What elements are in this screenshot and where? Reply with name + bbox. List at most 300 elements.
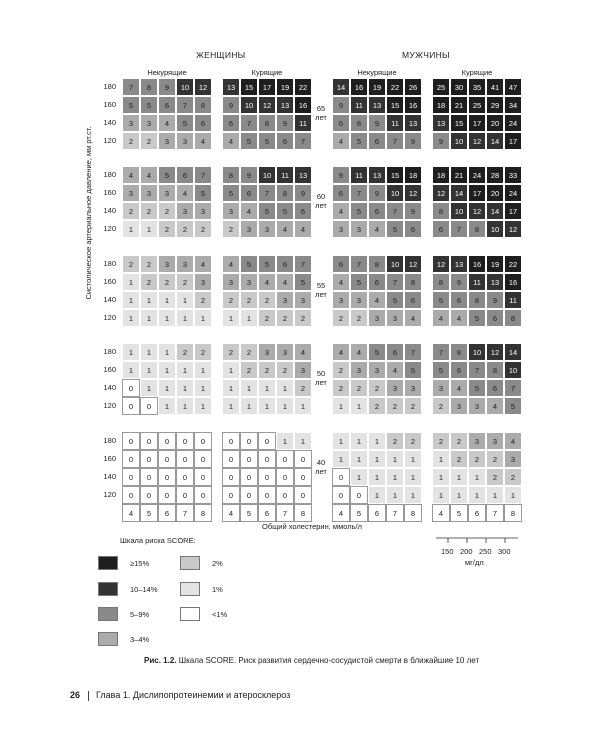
risk-cell: 0 [240,450,258,468]
mgdl-unit: мг/дл [465,558,484,567]
risk-cell: 2 [258,291,276,309]
risk-cell: 4 [368,291,386,309]
risk-cell: 0 [122,432,140,450]
risk-cell: 13 [368,166,386,184]
risk-cell: 4 [368,220,386,238]
risk-cell: 7 [504,379,522,397]
cholesterol-value: 8 [194,504,212,522]
footer-divider [88,691,89,701]
risk-cell: 14 [486,202,504,220]
risk-cell: 10 [486,220,504,238]
risk-cell: 12 [404,255,422,273]
bp-label: 160 [103,454,116,463]
cholesterol-value: 7 [176,504,194,522]
risk-cell: 15 [386,96,404,114]
risk-cell: 2 [368,379,386,397]
risk-cell: 11 [386,114,404,132]
risk-cell: 2 [140,255,158,273]
risk-cell: 2 [140,273,158,291]
risk-cell: 3 [350,291,368,309]
risk-cell: 1 [176,361,194,379]
legend-swatch [180,607,200,621]
risk-cell: 4 [222,255,240,273]
men-nonsmoker-grid [332,255,422,327]
age-unit: лет [315,113,327,122]
bp-label: 120 [103,490,116,499]
risk-cell: 7 [176,96,194,114]
risk-cell: 4 [450,379,468,397]
risk-cell: 0 [222,432,240,450]
risk-cell: 8 [404,273,422,291]
risk-cell: 0 [194,486,212,504]
cholesterol-value: 5 [450,504,468,522]
risk-cell: 3 [276,343,294,361]
men-nonsmoker-grid [332,432,422,504]
risk-cell: 1 [350,468,368,486]
risk-cell: 2 [350,309,368,327]
risk-cell: 11 [276,166,294,184]
risk-cell: 6 [404,220,422,238]
risk-cell: 7 [240,114,258,132]
risk-cell: 6 [294,202,312,220]
risk-cell: 1 [140,361,158,379]
risk-cell: 2 [158,273,176,291]
risk-cell: 6 [158,96,176,114]
risk-cell: 22 [386,78,404,96]
risk-cell: 6 [194,114,212,132]
risk-cell: 3 [240,273,258,291]
risk-cell: 2 [194,343,212,361]
bp-label: 180 [103,436,116,445]
age-label [311,104,331,122]
legend-swatch [180,556,200,570]
risk-cell: 34 [504,96,522,114]
risk-cell: 6 [432,220,450,238]
risk-cell: 5 [258,202,276,220]
bp-label: 140 [103,383,116,392]
vertical-axis-label: Систолическое артериальное давление, мм рт.ст. [84,126,93,300]
risk-cell: 8 [194,96,212,114]
risk-cell: 5 [432,291,450,309]
bp-label: 160 [103,188,116,197]
risk-cell: 7 [386,273,404,291]
risk-cell: 1 [176,397,194,415]
risk-cell: 1 [504,486,522,504]
risk-cell: 22 [504,255,522,273]
women-header: ЖЕНЩИНЫ [196,50,246,60]
risk-cell: 0 [122,397,140,415]
risk-cell: 0 [332,468,350,486]
risk-cell: 1 [122,361,140,379]
women-smoker-grid [222,255,312,327]
risk-cell: 9 [294,184,312,202]
risk-cell: 19 [276,78,294,96]
risk-cell: 5 [468,309,486,327]
risk-cell: 3 [158,132,176,150]
age-value: 50 [316,369,326,378]
risk-cell: 0 [140,397,158,415]
risk-cell: 0 [240,486,258,504]
risk-cell: 0 [222,468,240,486]
risk-cell: 1 [140,343,158,361]
risk-cell: 21 [450,166,468,184]
risk-cell: 3 [258,343,276,361]
risk-cell: 13 [432,114,450,132]
risk-cell: 0 [140,450,158,468]
risk-cell: 1 [468,468,486,486]
risk-cell: 13 [294,166,312,184]
risk-cell: 7 [294,255,312,273]
risk-cell: 16 [468,255,486,273]
risk-cell: 2 [258,361,276,379]
risk-cell: 12 [432,255,450,273]
risk-cell: 6 [276,255,294,273]
risk-cell: 0 [294,468,312,486]
risk-cell: 0 [122,486,140,504]
risk-cell: 11 [468,273,486,291]
risk-cell: 0 [194,450,212,468]
risk-cell: 1 [194,379,212,397]
risk-cell: 1 [350,432,368,450]
risk-cell: 4 [450,309,468,327]
risk-cell: 5 [504,397,522,415]
risk-cell: 4 [176,184,194,202]
age-label [311,281,331,299]
age-unit: лет [315,201,327,210]
risk-cell: 2 [294,309,312,327]
bp-label: 140 [103,295,116,304]
risk-cell: 17 [468,114,486,132]
risk-cell: 1 [122,220,140,238]
risk-cell: 24 [504,184,522,202]
risk-cell: 6 [240,184,258,202]
risk-cell: 10 [450,202,468,220]
risk-cell: 1 [350,397,368,415]
age-label [311,192,331,210]
risk-cell: 2 [332,361,350,379]
risk-cell: 5 [240,255,258,273]
risk-cell: 2 [122,255,140,273]
risk-cell: 7 [122,78,140,96]
risk-cell: 14 [450,184,468,202]
risk-cell: 4 [294,343,312,361]
women-smoker-grid [222,78,312,150]
men-smoker-cholesterol-row [432,504,522,522]
risk-cell: 20 [486,184,504,202]
cholesterol-value: 8 [404,504,422,522]
risk-cell: 8 [468,291,486,309]
risk-cell: 1 [122,291,140,309]
risk-cell: 18 [432,166,450,184]
risk-cell: 11 [350,96,368,114]
risk-cell: 5 [258,255,276,273]
risk-cell: 8 [140,78,158,96]
risk-cell: 17 [504,132,522,150]
age-label [311,369,331,387]
cholesterol-value: 7 [386,504,404,522]
risk-cell: 1 [158,397,176,415]
risk-cell: 2 [176,220,194,238]
mgdl-tick-label-250: 250 [479,547,492,556]
cholesterol-value: 6 [158,504,176,522]
risk-cell: 3 [468,432,486,450]
risk-cell: 12 [258,96,276,114]
legend-swatch [98,582,118,596]
risk-cell: 12 [194,78,212,96]
risk-cell: 8 [504,309,522,327]
risk-cell: 12 [486,343,504,361]
cholesterol-value: 6 [258,504,276,522]
risk-cell: 9 [432,132,450,150]
risk-cell: 3 [368,361,386,379]
risk-cell: 1 [240,397,258,415]
risk-cell: 3 [486,432,504,450]
risk-cell: 1 [386,486,404,504]
risk-cell: 4 [222,132,240,150]
risk-cell: 6 [368,202,386,220]
risk-cell: 3 [176,202,194,220]
risk-cell: 3 [350,220,368,238]
risk-cell: 1 [432,450,450,468]
risk-cell: 3 [194,273,212,291]
risk-cell: 2 [486,468,504,486]
risk-cell: 4 [122,166,140,184]
risk-cell: 9 [332,96,350,114]
risk-cell: 9 [332,166,350,184]
risk-cell: 6 [404,291,422,309]
risk-cell: 0 [176,486,194,504]
bp-label: 140 [103,206,116,215]
risk-cell: 17 [258,78,276,96]
risk-cell: 12 [468,132,486,150]
risk-cell: 1 [276,432,294,450]
risk-cell: 2 [468,450,486,468]
risk-cell: 9 [158,78,176,96]
risk-cell: 10 [176,78,194,96]
risk-cell: 2 [240,343,258,361]
risk-cell: 5 [350,202,368,220]
risk-cell: 9 [404,202,422,220]
cholesterol-value: 5 [240,504,258,522]
bp-label: 140 [103,118,116,127]
risk-cell: 1 [432,486,450,504]
risk-cell: 7 [294,132,312,150]
risk-cell: 5 [432,361,450,379]
risk-cell: 1 [158,379,176,397]
women-smoker-grid [222,166,312,238]
women-nonsmoker-grid [122,432,212,504]
risk-cell: 0 [194,432,212,450]
men-smoker-grid [432,343,522,415]
bp-label: 120 [103,313,116,322]
risk-cell: 4 [194,255,212,273]
risk-cell: 12 [404,184,422,202]
risk-cell: 0 [140,468,158,486]
risk-cell: 1 [332,450,350,468]
page-footer [70,690,290,701]
men-smoker-grid [432,78,522,150]
risk-cell: 10 [386,255,404,273]
risk-cell: 1 [368,486,386,504]
risk-cell: 7 [258,184,276,202]
bp-label: 180 [103,82,116,91]
risk-cell: 16 [294,96,312,114]
legend-label: 2% [212,559,223,568]
cholesterol-value: 6 [468,504,486,522]
risk-cell: 0 [140,432,158,450]
risk-cell: 10 [468,343,486,361]
caption-label: Рис. 1.2. [144,656,177,665]
risk-cell: 1 [240,309,258,327]
risk-cell: 8 [432,273,450,291]
risk-cell: 2 [450,432,468,450]
risk-cell: 2 [240,361,258,379]
risk-cell: 33 [504,166,522,184]
men-nonsmoker-grid [332,343,422,415]
risk-cell: 2 [122,202,140,220]
risk-cell: 2 [158,202,176,220]
risk-cell: 2 [350,379,368,397]
risk-cell: 3 [176,132,194,150]
risk-cell: 2 [276,309,294,327]
risk-cell: 13 [222,78,240,96]
risk-cell: 2 [368,397,386,415]
risk-cell: 3 [504,450,522,468]
risk-cell: 4 [332,132,350,150]
risk-cell: 7 [350,255,368,273]
women-nonsmoker-header: Некурящие [147,68,187,77]
risk-cell: 1 [194,361,212,379]
risk-cell: 3 [350,361,368,379]
risk-cell: 20 [486,114,504,132]
risk-cell: 1 [450,468,468,486]
risk-cell: 9 [486,291,504,309]
bp-label: 140 [103,472,116,481]
risk-cell: 3 [240,220,258,238]
legend-swatch [180,582,200,596]
risk-cell: 1 [258,379,276,397]
risk-cell: 5 [222,184,240,202]
risk-cell: 4 [140,166,158,184]
risk-cell: 0 [158,450,176,468]
risk-cell: 6 [486,379,504,397]
risk-cell: 1 [158,291,176,309]
risk-cell: 0 [194,468,212,486]
caption-text: Шкала SCORE. Риск развития сердечно-сосудистой смерти в ближайшие 10 лет [178,656,480,665]
risk-cell: 5 [386,291,404,309]
men-smoker-header: Курящие [461,68,493,77]
risk-cell: 0 [222,486,240,504]
risk-cell: 17 [504,202,522,220]
risk-cell: 0 [158,432,176,450]
legend-label: 1% [212,585,223,594]
risk-cell: 1 [276,379,294,397]
legend-label: 5–9% [130,610,150,619]
risk-cell: 1 [332,397,350,415]
women-smoker-cholesterol-row [222,504,312,522]
risk-cell: 1 [222,309,240,327]
risk-cell: 18 [404,166,422,184]
risk-cell: 0 [240,432,258,450]
bp-label: 120 [103,401,116,410]
risk-cell: 3 [332,220,350,238]
risk-cell: 5 [276,202,294,220]
risk-cell: 3 [122,184,140,202]
risk-cell: 5 [158,166,176,184]
cholesterol-value: 4 [432,504,450,522]
risk-cell: 6 [368,132,386,150]
risk-cell: 2 [140,132,158,150]
risk-cell: 29 [486,96,504,114]
risk-cell: 0 [140,486,158,504]
risk-cell: 3 [176,255,194,273]
risk-cell: 9 [222,96,240,114]
risk-cell: 47 [504,78,522,96]
risk-cell: 24 [468,166,486,184]
age-unit: лет [315,378,327,387]
bp-label: 180 [103,170,116,179]
risk-cell: 13 [450,255,468,273]
risk-cell: 1 [486,486,504,504]
risk-cell: 4 [504,432,522,450]
cholesterol-value: 7 [486,504,504,522]
risk-cell: 9 [276,114,294,132]
cholesterol-value: 6 [368,504,386,522]
risk-cell: 7 [350,184,368,202]
men-nonsmoker-header: Некурящие [357,68,397,77]
women-smoker-header: Курящие [251,68,283,77]
risk-cell: 10 [240,96,258,114]
risk-cell: 3 [404,379,422,397]
cholesterol-value: 8 [294,504,312,522]
risk-cell: 16 [404,96,422,114]
risk-cell: 6 [450,361,468,379]
risk-cell: 6 [368,273,386,291]
risk-cell: 1 [404,468,422,486]
men-smoker-grid [432,166,522,238]
risk-cell: 7 [386,132,404,150]
risk-cell: 1 [122,273,140,291]
risk-cell: 5 [240,132,258,150]
risk-cell: 8 [276,184,294,202]
bp-label: 160 [103,365,116,374]
risk-cell: 1 [140,291,158,309]
risk-cell: 2 [386,432,404,450]
risk-cell: 5 [294,273,312,291]
risk-cell: 12 [432,184,450,202]
risk-cell: 2 [194,291,212,309]
age-label [311,458,331,476]
risk-cell: 0 [176,468,194,486]
legend-label: ≥15% [130,559,150,568]
risk-cell: 4 [332,273,350,291]
risk-cell: 3 [194,202,212,220]
risk-cell: 2 [486,450,504,468]
risk-cell: 3 [386,309,404,327]
risk-cell: 6 [332,184,350,202]
cholesterol-label: Общий холестерин, ммоль/л [262,522,362,531]
risk-cell: 0 [176,432,194,450]
risk-cell: 1 [332,432,350,450]
risk-cell: 2 [432,397,450,415]
legend-label: 10–14% [130,585,158,594]
risk-cell: 1 [222,397,240,415]
risk-cell: 6 [176,166,194,184]
risk-cell: 3 [450,397,468,415]
bp-label: 160 [103,100,116,109]
risk-cell: 3 [158,184,176,202]
risk-cell: 7 [194,166,212,184]
